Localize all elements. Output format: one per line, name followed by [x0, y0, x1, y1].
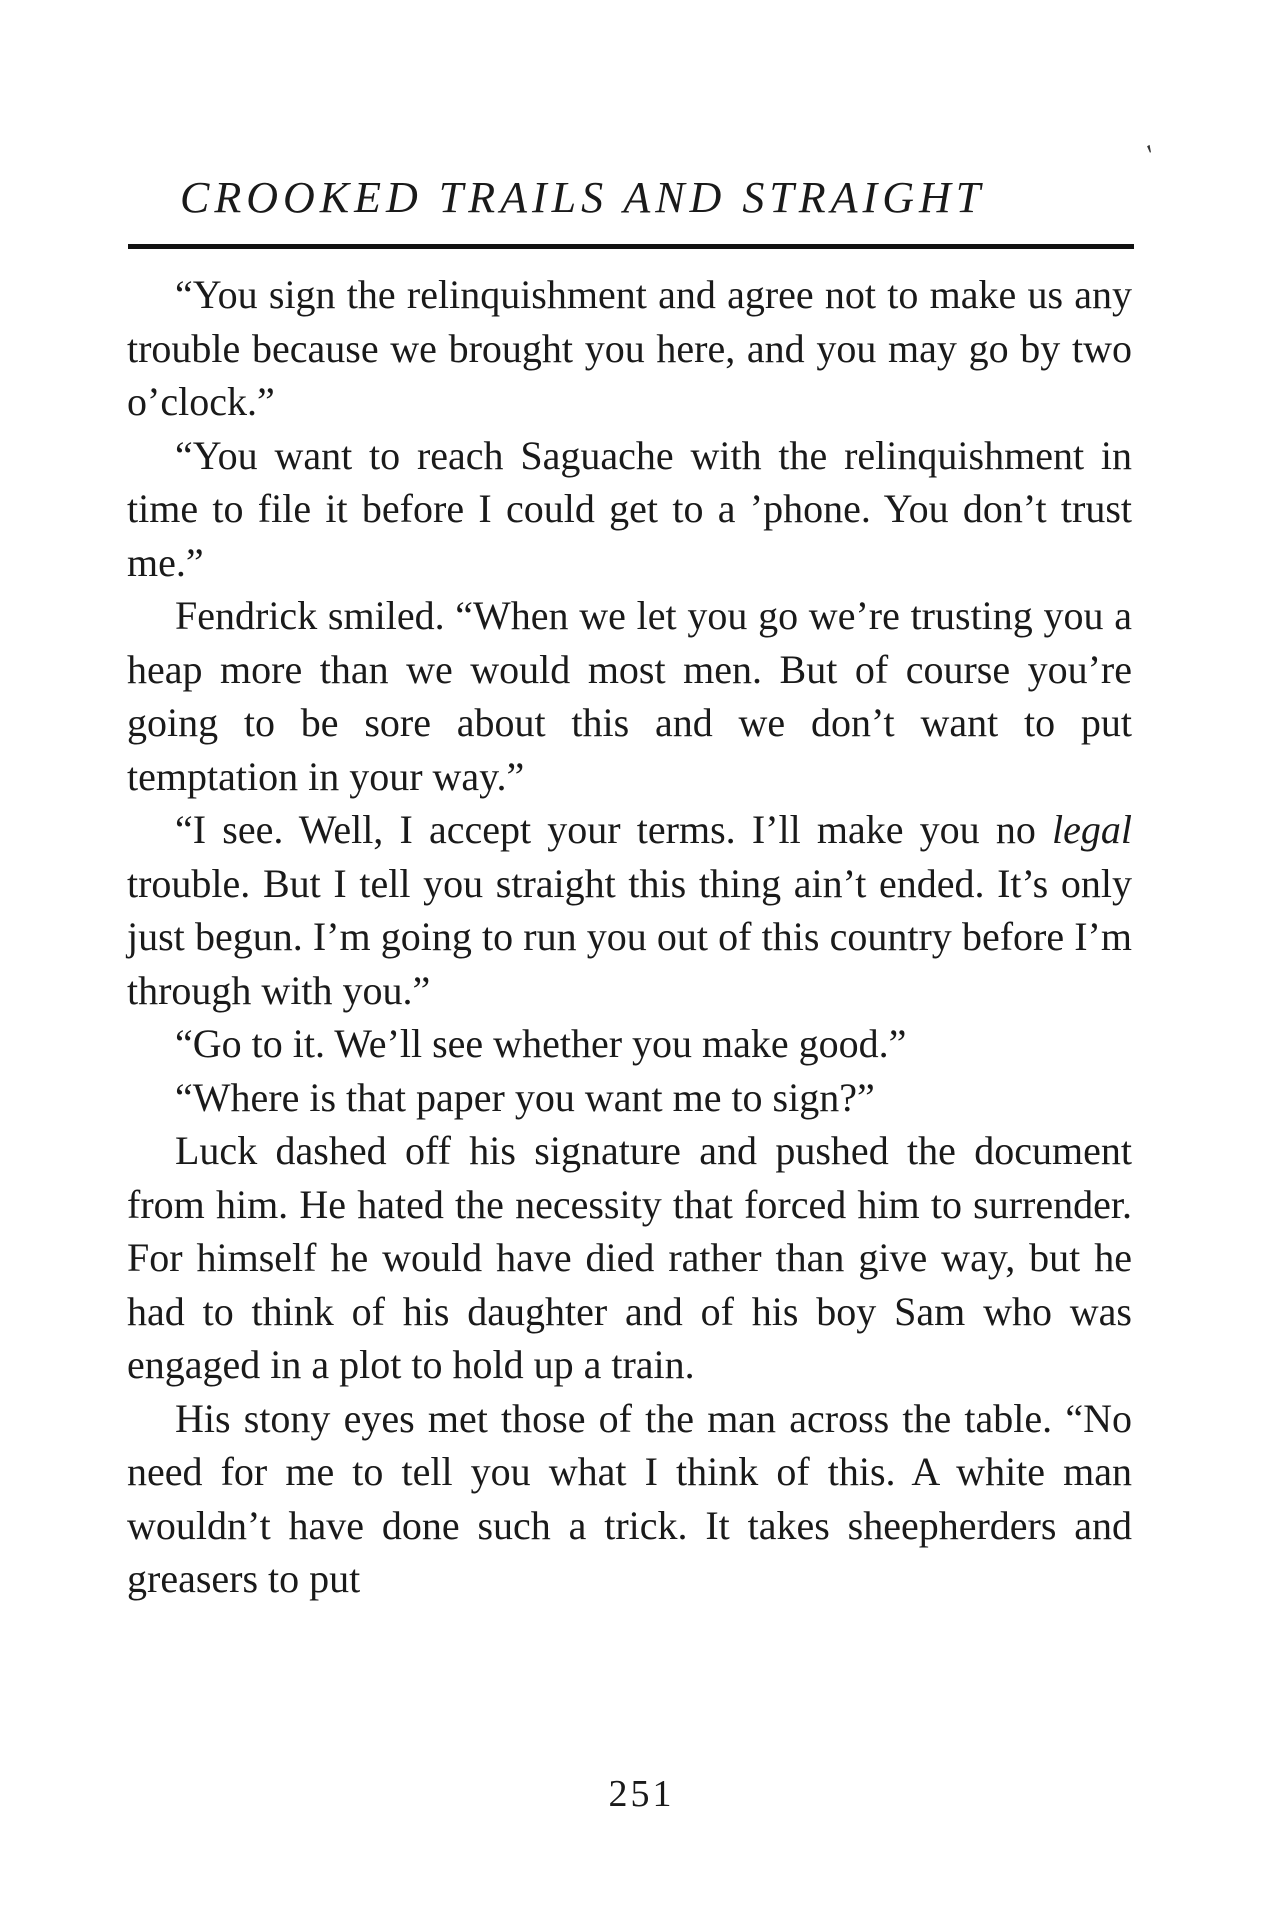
- emphasis-text: legal: [1052, 807, 1132, 852]
- paragraph: “Go to it. We’ll see whether you make good.”: [175, 1021, 907, 1066]
- body-text: [127, 268, 1132, 1606]
- paragraph: “You sign the relinquishment and agree not to make us any trouble because we brought you here, and you may go by two o’clock.”: [127, 272, 1132, 424]
- paragraph: His stony eyes met those of the man across the table. “No need for me to tell you what I think of this. A white man wouldn’t have done such a trick. It takes sheepherders and greasers to put: [127, 1395, 1132, 1601]
- paragraph-text: trouble. But I tell you straight this thing ain’t ended. It’s only just begun. I’m going to run you out of this country before I’m through with you.”: [127, 860, 1132, 1013]
- page-number: 251: [608, 1773, 675, 1815]
- paragraph-text: “I see. Well, I accept your terms. I’ll make you no: [175, 807, 1053, 852]
- header-rule: [128, 244, 1134, 249]
- paragraph: Fendrick smiled. “When we let you go we’re trusting you a heap more than we would most men. But of course you’re going to be sore about this and we don’t want to put temptation in your way.”: [127, 593, 1132, 799]
- paragraph: “You want to reach Saguache with the relinquishment in time to file it before I could get to a ’phone. You don’t trust me.”: [127, 432, 1132, 585]
- paragraph: [127, 803, 1132, 1017]
- running-head: CROOKED TRAILS AND STRAIGHT: [180, 173, 986, 222]
- stray-mark: ′: [1141, 138, 1165, 171]
- paragraph: Luck dashed off his signature and pushed the document from him. He hated the necessity that forced him to surrender. For himself he would have died rather than give way, but he had to think of his daughter and of his boy Sam who was engaged in a plot to hold up a train.: [127, 1128, 1132, 1387]
- paragraph: “Where is that paper you want me to sign?”: [175, 1074, 875, 1120]
